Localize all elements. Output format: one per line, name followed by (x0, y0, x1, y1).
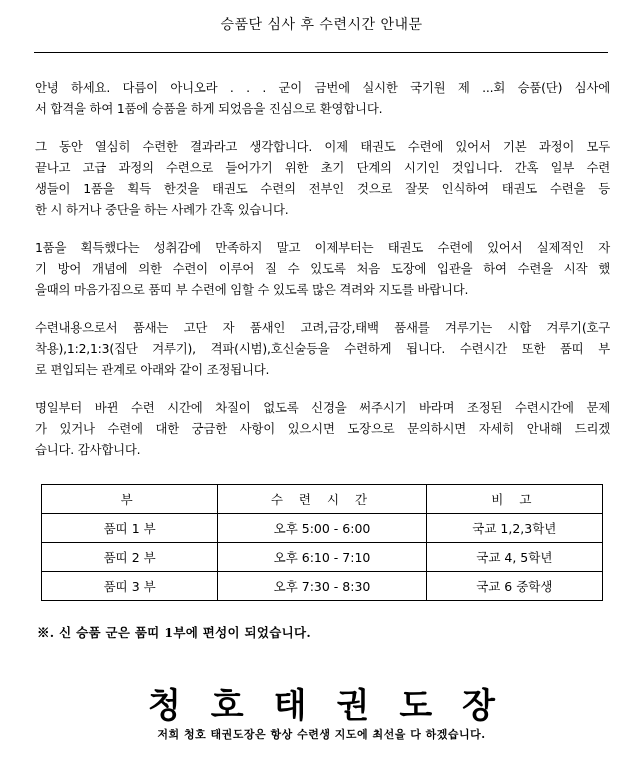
paragraph-line: 착용),1:2,1:3(집단 겨루기), 격파(시범),호신술등을 수련하게 됩니다. 수련시간 또한 품띠 부 (35, 341, 610, 356)
paragraph-encouragement (35, 237, 610, 300)
paragraph-line: 가 있거나 수련에 대한 궁금한 사항이 있으시면 도장으로 문의하시면 자세히 안내해 드리겠 (35, 421, 610, 436)
dojang-slogan: 저희 청호 태권도장은 항상 수련생 지도에 최선을 다 하겠습니다. (157, 728, 486, 741)
cell-class: 품띠 3 부 (42, 572, 218, 601)
table-row (42, 572, 603, 601)
table-row (42, 514, 603, 543)
paragraph-greeting (35, 77, 610, 119)
cell-class: 품띠 1 부 (42, 514, 218, 543)
page-title: 승품단 심사 후 수련시간 안내문 (220, 17, 423, 33)
paragraph-curriculum (35, 317, 610, 380)
cell-remarks: 국교 6 중학생 (426, 572, 602, 601)
paragraph-line: 끝나고 고급 과정의 수련으로 들어가기 위한 초기 단계의 시기인 것입니다. 간혹 일부 수련 (35, 160, 610, 175)
cell-remarks: 국교 4, 5학년 (426, 543, 602, 572)
paragraph-line: 안녕 하세요. 다름이 아니오라 . . . 군이 금번에 실시한 국기원 제 ...회 승품(단) 심사에 (35, 80, 610, 95)
paragraph-line: 생들이 1품을 획득 한것을 태권도 수련의 전부인 것으로 잘못 인식하여 태권도 수련을 등 (35, 181, 610, 196)
schedule-table (41, 484, 603, 601)
paragraph-line: 수련내용으로서 품새는 고단 자 품새인 고려,금강,태백 품새를 겨루기는 시합 겨루기(호구 (35, 320, 610, 335)
paragraph-line: 명일부터 바뀐 수련 시간에 차질이 없도록 신경을 써주시기 바라며 조정된 수련시간에 문제 (35, 400, 610, 415)
paragraph-line: 습니다. 감사합니다. (35, 442, 141, 457)
header-time: 수 련 시 간 (218, 485, 426, 514)
title-divider (34, 52, 608, 53)
paragraph-line: 을때의 마음가짐으로 품띠 부 수련에 임할 수 있도록 많은 격려와 지도를 바랍니다. (35, 282, 469, 297)
cell-time: 오후 7:30 - 8:30 (218, 572, 426, 601)
paragraph-line: 1품을 획득했다는 성취감에 만족하지 말고 이제부터는 태권도 수련에 있어서 실제적인 자 (35, 240, 610, 255)
paragraph-closing (35, 397, 610, 460)
table-row (42, 543, 603, 572)
paragraph-line: 한 시 하거나 중단을 하는 사례가 간혹 있습니다. (35, 202, 289, 217)
paragraph-line: 서 합격을 하여 1품에 승품을 하게 되었음을 진심으로 환영합니다. (35, 101, 383, 116)
assignment-note: ※. 신 승품 군은 품띠 1부에 편성이 되었습니다. (37, 625, 312, 640)
header-remarks: 비 고 (426, 485, 602, 514)
paragraph-line: 로 편입되는 관계로 아래와 같이 조정됩니다. (35, 362, 270, 377)
cell-remarks: 국교 1,2,3학년 (426, 514, 602, 543)
paragraph-line: 그 동안 열심히 수련한 결과라고 생각합니다. 이제 태권도 수련에 있어서 기본 과정이 모두 (35, 139, 610, 154)
paragraph-line: 기 방어 개념에 의한 수련이 이루어 질 수 있도록 처음 도장에 입관을 하여 수련을 시작 했 (35, 261, 610, 276)
cell-class: 품띠 2 부 (42, 543, 218, 572)
paragraph-progress (35, 136, 610, 220)
cell-time: 오후 5:00 - 6:00 (218, 514, 426, 543)
header-class: 부 (42, 485, 218, 514)
dojang-name: 청호태권도장 (147, 686, 526, 726)
schedule-header-row (42, 485, 603, 514)
cell-time: 오후 6:10 - 7:10 (218, 543, 426, 572)
